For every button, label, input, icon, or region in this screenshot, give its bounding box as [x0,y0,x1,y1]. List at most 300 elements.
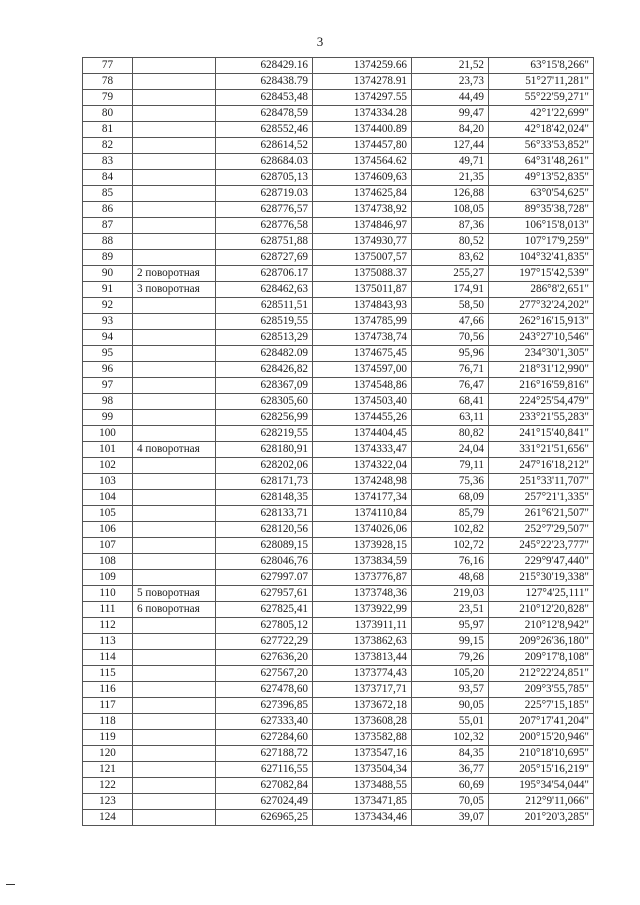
point-type-cell [133,634,216,650]
direction-angle-cell: 207°17'41,204" [489,714,594,730]
direction-angle-cell: 107°17'9,259" [489,234,594,250]
coordinate-y-cell: 1374785,99 [313,314,412,330]
segment-length-cell: 83,62 [412,250,489,266]
direction-angle-cell: 197°15'42,539" [489,266,594,282]
point-number-cell: 77 [83,58,133,74]
point-number-cell: 119 [83,730,133,746]
point-type-cell [133,458,216,474]
table-row [83,426,594,442]
segment-length-cell: 70,56 [412,330,489,346]
segment-length-cell: 48,68 [412,570,489,586]
segment-length-cell: 108,05 [412,202,489,218]
segment-length-cell: 58,50 [412,298,489,314]
direction-angle-cell: 243°27'10,546" [489,330,594,346]
point-number-cell: 116 [83,682,133,698]
coordinate-y-cell: 1373488,55 [313,778,412,794]
coordinate-y-cell: 1373582,88 [313,730,412,746]
table-row [83,650,594,666]
segment-length-cell: 47,66 [412,314,489,330]
coordinate-y-cell: 1373504,34 [313,762,412,778]
point-number-cell: 91 [83,282,133,298]
coordinate-x-cell: 628706.17 [216,266,313,282]
coordinate-x-cell: 627722,29 [216,634,313,650]
point-type-cell [133,58,216,74]
direction-angle-cell: 215°30'19,338" [489,570,594,586]
segment-length-cell: 102,72 [412,538,489,554]
point-type-cell [133,666,216,682]
direction-angle-cell: 104°32'41,835" [489,250,594,266]
point-type-cell [133,170,216,186]
point-number-cell: 83 [83,154,133,170]
point-type-cell [133,618,216,634]
direction-angle-cell: 64°31'48,261" [489,154,594,170]
segment-length-cell: 93,57 [412,682,489,698]
direction-angle-cell: 286°8'2,651" [489,282,594,298]
coordinate-x-cell: 628552,46 [216,122,313,138]
point-type-cell [133,474,216,490]
segment-length-cell: 219,03 [412,586,489,602]
point-number-cell: 90 [83,266,133,282]
point-number-cell: 80 [83,106,133,122]
segment-length-cell: 105,20 [412,666,489,682]
table-row [83,730,594,746]
coordinate-x-cell: 628727,69 [216,250,313,266]
direction-angle-cell: 210°12'8,942" [489,618,594,634]
point-type-cell [133,650,216,666]
coordinate-x-cell: 628089,15 [216,538,313,554]
coordinates-table [82,57,594,826]
coordinate-y-cell: 1373434,46 [313,810,412,826]
direction-angle-cell: 89°35'38,728" [489,202,594,218]
coordinate-y-cell: 1374738,74 [313,330,412,346]
table-row [83,138,594,154]
coordinate-y-cell: 1375011,87 [313,282,412,298]
coordinate-x-cell: 628180,91 [216,442,313,458]
point-type-cell [133,74,216,90]
segment-length-cell: 76,16 [412,554,489,570]
table-row [83,522,594,538]
table-row [83,298,594,314]
point-type-cell [133,378,216,394]
coordinate-y-cell: 1374026,06 [313,522,412,538]
coordinate-x-cell: 628202,06 [216,458,313,474]
segment-length-cell: 44,49 [412,90,489,106]
coordinate-x-cell: 628426,82 [216,362,313,378]
point-type-cell [133,506,216,522]
coordinate-y-cell: 1374457,80 [313,138,412,154]
point-number-cell: 98 [83,394,133,410]
coordinate-x-cell: 628482.09 [216,346,313,362]
segment-length-cell: 55,01 [412,714,489,730]
coordinate-y-cell: 1373774,43 [313,666,412,682]
direction-angle-cell: 247°16'18,212" [489,458,594,474]
segment-length-cell: 87,36 [412,218,489,234]
table-row [83,234,594,250]
segment-length-cell: 80,82 [412,426,489,442]
coordinate-x-cell: 627188,72 [216,746,313,762]
segment-length-cell: 68,09 [412,490,489,506]
coordinate-y-cell: 1373776,87 [313,570,412,586]
point-type-cell [133,522,216,538]
coordinate-x-cell: 628776,57 [216,202,313,218]
coordinate-y-cell: 1373547,16 [313,746,412,762]
coordinate-y-cell: 1373911,11 [313,618,412,634]
point-number-cell: 118 [83,714,133,730]
table-row [83,266,594,282]
direction-angle-cell: 42°1'22,699" [489,106,594,122]
coordinate-x-cell: 627805,12 [216,618,313,634]
coordinate-x-cell: 626965,25 [216,810,313,826]
direction-angle-cell: 245°22'23,777" [489,538,594,554]
table-row [83,122,594,138]
table-row [83,778,594,794]
segment-length-cell: 68,41 [412,394,489,410]
point-number-cell: 87 [83,218,133,234]
point-number-cell: 102 [83,458,133,474]
coordinate-x-cell: 627636,20 [216,650,313,666]
table-row [83,282,594,298]
point-number-cell: 88 [83,234,133,250]
direction-angle-cell: 212°9'11,066" [489,794,594,810]
segment-length-cell: 21,35 [412,170,489,186]
point-number-cell: 89 [83,250,133,266]
segment-length-cell: 126,88 [412,186,489,202]
coordinate-y-cell: 1374503,40 [313,394,412,410]
coordinate-x-cell: 628511,51 [216,298,313,314]
coordinate-y-cell: 1374564.62 [313,154,412,170]
coordinate-x-cell: 627997.07 [216,570,313,586]
point-number-cell: 120 [83,746,133,762]
point-type-cell [133,490,216,506]
coordinate-y-cell: 1374738,92 [313,202,412,218]
table-row [83,570,594,586]
coordinate-y-cell: 1373922,99 [313,602,412,618]
table-row [83,186,594,202]
point-type-cell [133,138,216,154]
segment-length-cell: 102,32 [412,730,489,746]
table-row [83,106,594,122]
coordinate-y-cell: 1374297.55 [313,90,412,106]
coordinate-x-cell: 627396,85 [216,698,313,714]
segment-length-cell: 80,52 [412,234,489,250]
table-row [83,746,594,762]
segment-length-cell: 79,11 [412,458,489,474]
coordinate-x-cell: 628513,29 [216,330,313,346]
point-number-cell: 81 [83,122,133,138]
point-number-cell: 92 [83,298,133,314]
direction-angle-cell: 209°17'8,108" [489,650,594,666]
point-type-cell [133,554,216,570]
table-row [83,394,594,410]
direction-angle-cell: 229°9'47,440" [489,554,594,570]
point-type-cell [133,106,216,122]
table-row [83,666,594,682]
point-number-cell: 124 [83,810,133,826]
table-row [83,218,594,234]
table-row [83,346,594,362]
point-type-cell [133,90,216,106]
point-number-cell: 84 [83,170,133,186]
point-number-cell: 104 [83,490,133,506]
point-number-cell: 95 [83,346,133,362]
page-number: 3 [316,34,324,49]
table-row [83,202,594,218]
table-row [83,794,594,810]
segment-length-cell: 84,35 [412,746,489,762]
coordinate-y-cell: 1374548,86 [313,378,412,394]
segment-length-cell: 174,91 [412,282,489,298]
direction-angle-cell: 209°26'36,180" [489,634,594,650]
direction-angle-cell: 277°32'24,202" [489,298,594,314]
direction-angle-cell: 42°18'42,024" [489,122,594,138]
point-number-cell: 110 [83,586,133,602]
coordinate-y-cell: 1375088.37 [313,266,412,282]
point-type-cell [133,714,216,730]
point-type-cell [133,314,216,330]
segment-length-cell: 49,71 [412,154,489,170]
coordinate-x-cell: 628256,99 [216,410,313,426]
segment-length-cell: 23,51 [412,602,489,618]
segment-length-cell: 76,47 [412,378,489,394]
point-type-cell: 5 поворотная [133,586,216,602]
point-type-cell: 4 поворотная [133,442,216,458]
coordinates-table-body [83,58,594,826]
coordinate-x-cell: 628429.16 [216,58,313,74]
point-type-cell [133,186,216,202]
point-number-cell: 99 [83,410,133,426]
coordinate-y-cell: 1374625,84 [313,186,412,202]
table-row [83,554,594,570]
segment-length-cell: 99,15 [412,634,489,650]
table-row [83,586,594,602]
direction-angle-cell: 262°16'15,913" [489,314,594,330]
segment-length-cell: 85,79 [412,506,489,522]
point-type-cell [133,362,216,378]
coordinate-y-cell: 1374259.66 [313,58,412,74]
coordinate-x-cell: 627284,60 [216,730,313,746]
point-number-cell: 94 [83,330,133,346]
point-number-cell: 107 [83,538,133,554]
coordinate-x-cell: 627957,61 [216,586,313,602]
point-type-cell [133,570,216,586]
table-row [83,314,594,330]
point-type-cell: 3 поворотная [133,282,216,298]
table-row [83,362,594,378]
point-number-cell: 101 [83,442,133,458]
point-number-cell: 106 [83,522,133,538]
point-type-cell: 6 поворотная [133,602,216,618]
point-type-cell [133,410,216,426]
direction-angle-cell: 106°15'8,013" [489,218,594,234]
coordinate-x-cell: 628148,35 [216,490,313,506]
point-type-cell [133,394,216,410]
point-number-cell: 96 [83,362,133,378]
point-number-cell: 100 [83,426,133,442]
segment-length-cell: 23,73 [412,74,489,90]
coordinate-x-cell: 628453,48 [216,90,313,106]
table-row [83,810,594,826]
segment-length-cell: 60,69 [412,778,489,794]
table-row [83,538,594,554]
point-number-cell: 123 [83,794,133,810]
coordinate-x-cell: 628219,55 [216,426,313,442]
coordinate-x-cell: 628133,71 [216,506,313,522]
segment-length-cell: 95,97 [412,618,489,634]
point-type-cell [133,538,216,554]
coordinate-x-cell: 628171,73 [216,474,313,490]
point-type-cell [133,218,216,234]
point-number-cell: 109 [83,570,133,586]
coordinate-y-cell: 1374675,45 [313,346,412,362]
direction-angle-cell: 252°7'29,507" [489,522,594,538]
table-row [83,698,594,714]
coordinate-x-cell: 627567,20 [216,666,313,682]
coordinate-y-cell: 1373834,59 [313,554,412,570]
coordinate-y-cell: 1373748,36 [313,586,412,602]
point-type-cell [133,202,216,218]
segment-length-cell: 63,11 [412,410,489,426]
coordinate-y-cell: 1374404,45 [313,426,412,442]
table-row [83,90,594,106]
segment-length-cell: 102,82 [412,522,489,538]
coordinate-y-cell: 1374597,00 [313,362,412,378]
table-row [83,762,594,778]
table-row [83,618,594,634]
coordinate-x-cell: 627082,84 [216,778,313,794]
coordinate-x-cell: 628438.79 [216,74,313,90]
coordinate-y-cell: 1374400.89 [313,122,412,138]
segment-length-cell: 24,04 [412,442,489,458]
coordinate-x-cell: 627116,55 [216,762,313,778]
coordinate-y-cell: 1374846,97 [313,218,412,234]
coordinate-y-cell: 1373717,71 [313,682,412,698]
segment-length-cell: 90,05 [412,698,489,714]
table-row [83,154,594,170]
point-type-cell [133,746,216,762]
coordinate-x-cell: 628719.03 [216,186,313,202]
direction-angle-cell: 331°21'51,656" [489,442,594,458]
direction-angle-cell: 216°16'59,816" [489,378,594,394]
coordinate-x-cell: 628305,60 [216,394,313,410]
table-row [83,634,594,650]
coordinate-y-cell: 1374110,84 [313,506,412,522]
coordinate-x-cell: 628367,09 [216,378,313,394]
coordinate-x-cell: 628462,63 [216,282,313,298]
direction-angle-cell: 55°22'59,271" [489,90,594,106]
direction-angle-cell: 205°15'16,219" [489,762,594,778]
point-type-cell [133,810,216,826]
point-type-cell [133,778,216,794]
coordinate-x-cell: 628614,52 [216,138,313,154]
table-row [83,474,594,490]
table-row [83,58,594,74]
coordinate-y-cell: 1375007,57 [313,250,412,266]
coordinate-y-cell: 1374333,47 [313,442,412,458]
point-number-cell: 93 [83,314,133,330]
direction-angle-cell: 234°30'1,305" [489,346,594,362]
direction-angle-cell: 251°33'11,707" [489,474,594,490]
coordinate-y-cell: 1373862,63 [313,634,412,650]
point-type-cell [133,250,216,266]
table-row [83,250,594,266]
table-row [83,74,594,90]
direction-angle-cell: 63°15'8,266" [489,58,594,74]
segment-length-cell: 76,71 [412,362,489,378]
point-number-cell: 113 [83,634,133,650]
direction-angle-cell: 241°15'40,841" [489,426,594,442]
table-row [83,410,594,426]
point-type-cell [133,762,216,778]
point-type-cell [133,426,216,442]
coordinate-y-cell: 1374843,93 [313,298,412,314]
segment-length-cell: 127,44 [412,138,489,154]
segment-length-cell: 70,05 [412,794,489,810]
coordinate-x-cell: 628776,58 [216,218,313,234]
point-number-cell: 111 [83,602,133,618]
direction-angle-cell: 56°33'53,852" [489,138,594,154]
direction-angle-cell: 63°0'54,625" [489,186,594,202]
coordinate-x-cell: 627478,60 [216,682,313,698]
coordinate-x-cell: 627825,41 [216,602,313,618]
table-row [83,458,594,474]
direction-angle-cell: 51°27'11,281" [489,74,594,90]
direction-angle-cell: 210°12'20,828" [489,602,594,618]
point-type-cell [133,730,216,746]
direction-angle-cell: 261°6'21,507" [489,506,594,522]
coordinate-y-cell: 1373471,85 [313,794,412,810]
coordinate-y-cell: 1374177,34 [313,490,412,506]
point-type-cell [133,794,216,810]
table-row [83,682,594,698]
coordinate-x-cell: 628120,56 [216,522,313,538]
direction-angle-cell: 257°21'1,335" [489,490,594,506]
margin-mark [6,884,15,885]
point-number-cell: 117 [83,698,133,714]
coordinate-y-cell: 1373928,15 [313,538,412,554]
point-type-cell [133,698,216,714]
direction-angle-cell: 224°25'54,479" [489,394,594,410]
point-number-cell: 79 [83,90,133,106]
point-number-cell: 86 [83,202,133,218]
coordinate-x-cell: 628751,88 [216,234,313,250]
segment-length-cell: 79,26 [412,650,489,666]
direction-angle-cell: 195°34'54,044" [489,778,594,794]
table-row [83,602,594,618]
point-type-cell [133,682,216,698]
direction-angle-cell: 233°21'55,283" [489,410,594,426]
segment-length-cell: 21,52 [412,58,489,74]
table-row [83,378,594,394]
direction-angle-cell: 210°18'10,695" [489,746,594,762]
table-row [83,506,594,522]
point-number-cell: 82 [83,138,133,154]
point-type-cell [133,330,216,346]
coordinate-x-cell: 628478,59 [216,106,313,122]
segment-length-cell: 99,47 [412,106,489,122]
segment-length-cell: 75,36 [412,474,489,490]
point-number-cell: 114 [83,650,133,666]
point-number-cell: 105 [83,506,133,522]
point-type-cell [133,234,216,250]
direction-angle-cell: 201°20'3,285" [489,810,594,826]
coordinate-x-cell: 628705,13 [216,170,313,186]
point-number-cell: 85 [83,186,133,202]
direction-angle-cell: 225°7'15,185" [489,698,594,714]
direction-angle-cell: 200°15'20,946" [489,730,594,746]
table-row [83,442,594,458]
point-number-cell: 108 [83,554,133,570]
point-type-cell [133,298,216,314]
